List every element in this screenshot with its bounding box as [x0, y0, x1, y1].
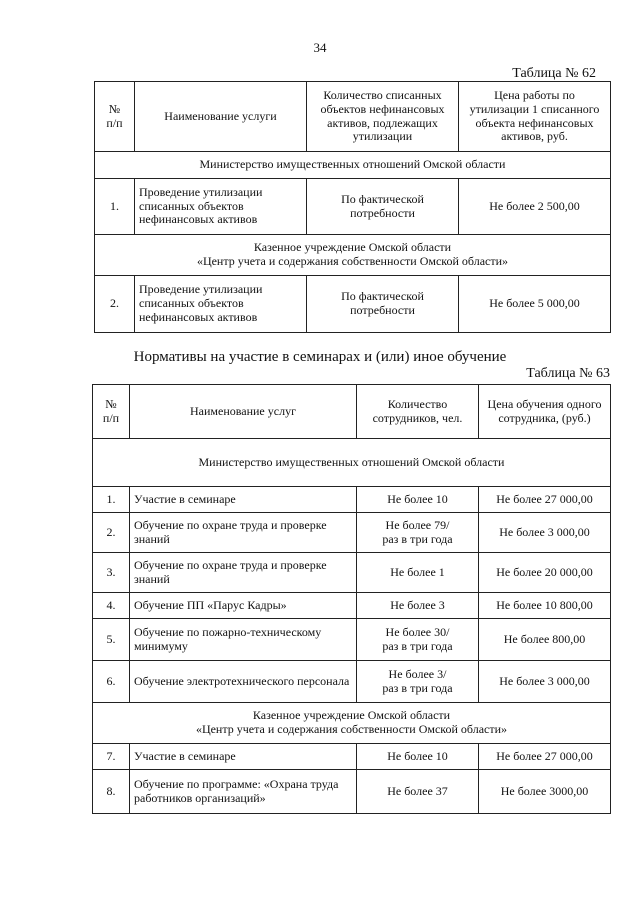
table-62-group-ministry: Министерство имущественных отношений Омской области — [95, 152, 611, 179]
row-number: 4. — [93, 593, 130, 619]
table-row — [93, 744, 611, 770]
table-63-label: Таблица № 63 — [526, 366, 610, 381]
row-service: Обучение электротехнического персонала — [130, 661, 357, 703]
row-price: Не более 2 500,00 — [459, 179, 611, 235]
row-price: Не более 27 000,00 — [479, 487, 611, 513]
table-62-header-num: № п/п — [95, 82, 135, 152]
row-service: Обучение по охране труда и проверке знаний — [130, 513, 357, 553]
table-63-header-quantity: Количество сотрудников, чел. — [357, 385, 479, 439]
row-quantity: По фактической потребности — [307, 276, 459, 333]
section-title: Нормативы на участие в семинарах и (или) иное обучение — [133, 349, 507, 365]
table-row — [93, 593, 611, 619]
row-number: 2. — [93, 513, 130, 553]
row-price: Не более 800,00 — [479, 619, 611, 661]
table-row — [93, 770, 611, 814]
table-63-header-num: № п/п — [93, 385, 130, 439]
table-row — [95, 179, 611, 235]
row-quantity: Не более 10 — [357, 487, 479, 513]
table-row — [93, 553, 611, 593]
row-number: 1. — [93, 487, 130, 513]
table-row — [95, 276, 611, 333]
row-price: Не более 3 000,00 — [479, 513, 611, 553]
row-number: 5. — [93, 619, 130, 661]
row-service: Обучение по пожарно-техническому минимуму — [130, 619, 357, 661]
row-service: Проведение утилизации списанных объектов нефинансовых активов — [135, 179, 307, 235]
table-63-group-ministry: Министерство имущественных отношений Омской области — [93, 439, 611, 487]
row-quantity: Не более 3 — [357, 593, 479, 619]
row-number: 8. — [93, 770, 130, 814]
row-price: Не более 20 000,00 — [479, 553, 611, 593]
row-quantity: Не более 37 — [357, 770, 479, 814]
row-quantity: По фактической потребности — [307, 179, 459, 235]
row-quantity: Не более 79/ раз в три года — [357, 513, 479, 553]
row-quantity: Не более 3/ раз в три года — [357, 661, 479, 703]
table-63-header-price: Цена обучения одного сотрудника, (руб.) — [479, 385, 611, 439]
row-number: 2. — [95, 276, 135, 333]
row-price: Не более 3 000,00 — [479, 661, 611, 703]
table-row — [93, 513, 611, 553]
table-row — [93, 619, 611, 661]
row-price: Не более 10 800,00 — [479, 593, 611, 619]
row-number: 7. — [93, 744, 130, 770]
table-62-header-quantity: Количество списанных объектов нефинансовых активов, подлежащих утилизации — [307, 82, 459, 152]
row-service: Обучение по охране труда и проверке знаний — [130, 553, 357, 593]
row-price: Не более 5 000,00 — [459, 276, 611, 333]
row-quantity: Не более 30/ раз в три года — [357, 619, 479, 661]
table-63-header-service: Наименование услуг — [130, 385, 357, 439]
row-quantity: Не более 1 — [357, 553, 479, 593]
row-number: 1. — [95, 179, 135, 235]
table-63-group-center: Казенное учреждение Омской области «Центр учета и содержания собственности Омской области» — [93, 703, 611, 744]
table-62-group-center: Казенное учреждение Омской области «Центр учета и содержания собственности Омской области» — [95, 235, 611, 276]
row-number: 3. — [93, 553, 130, 593]
table-62-header-service: Наименование услуги — [135, 82, 307, 152]
row-price: Не более 3000,00 — [479, 770, 611, 814]
table-62 — [94, 81, 611, 333]
row-price: Не более 27 000,00 — [479, 744, 611, 770]
page-number: 34 — [313, 40, 327, 55]
table-62-label: Таблица № 62 — [512, 66, 596, 81]
row-number: 6. — [93, 661, 130, 703]
table-63 — [92, 384, 611, 814]
table-row — [93, 487, 611, 513]
table-62-header-price: Цена работы по утилизации 1 списанного объекта нефинансовых активов, руб. — [459, 82, 611, 152]
row-service: Обучение по программе: «Охрана труда работников организаций» — [130, 770, 357, 814]
row-service: Участие в семинаре — [130, 487, 357, 513]
row-service: Проведение утилизации списанных объектов нефинансовых активов — [135, 276, 307, 333]
row-service: Участие в семинаре — [130, 744, 357, 770]
table-row — [93, 661, 611, 703]
row-quantity: Не более 10 — [357, 744, 479, 770]
row-service: Обучение ПП «Парус Кадры» — [130, 593, 357, 619]
